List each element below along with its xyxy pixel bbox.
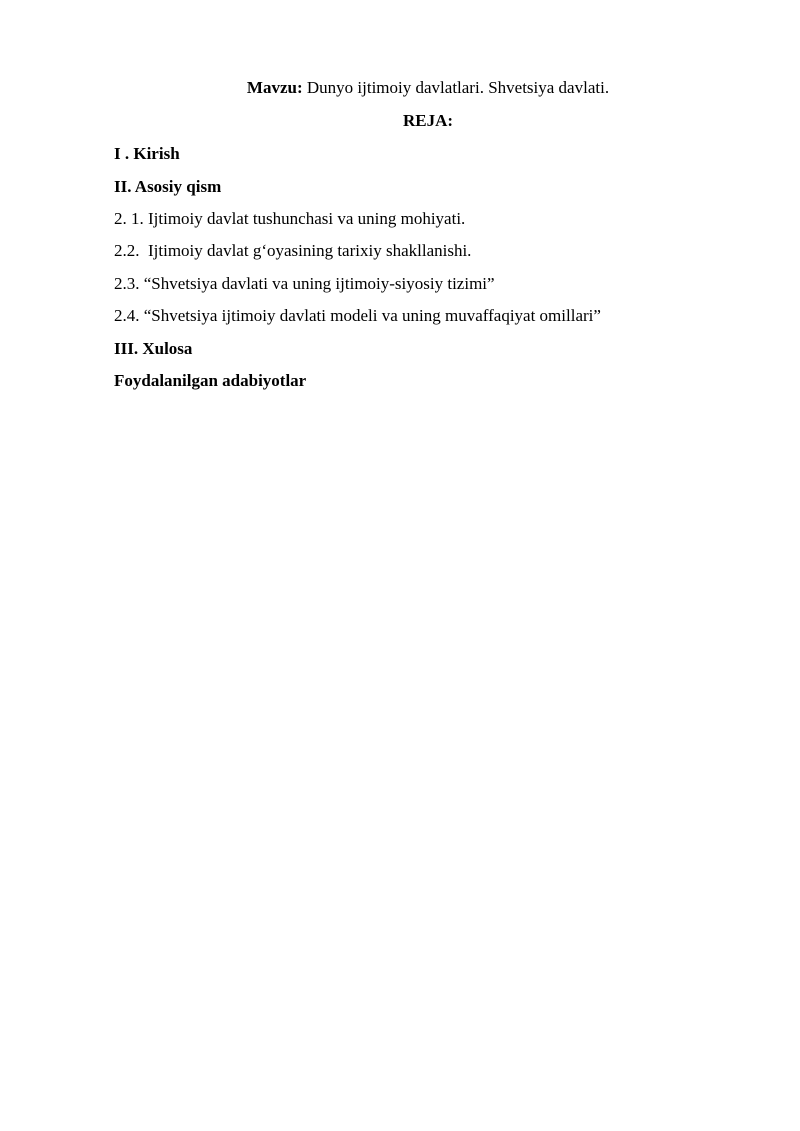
topic-title: [28, 78, 800, 98]
plan-item-2-4: 2.4. “Shvetsiya ijtimoiy davlati modeli va uning muvaffaqiyat omillari”: [114, 306, 601, 325]
plan-item-main-part: II. Asosiy qism: [114, 177, 222, 196]
plan-item-2-3: 2.3. “Shvetsiya davlati va uning ijtimoiy-siyosiy tizimi”: [114, 274, 495, 293]
topic-label: Mavzu:: [246, 78, 303, 97]
topic-text: Dunyo ijtimoiy davlatlari. Shvetsiya davlati.: [302, 78, 610, 97]
plan-item-2-1: 2. 1. Ijtimoiy davlat tushunchasi va uning mohiyati.: [114, 209, 466, 228]
plan-item-introduction: I . Kirish: [114, 144, 180, 163]
plan-item-2-2: 2.2. Ijtimoiy davlat g‘oyasining tarixiy shakllanishi.: [114, 241, 472, 260]
plan-item-conclusion: III. Xulosa: [114, 339, 193, 358]
plan-heading: REJA:: [402, 111, 454, 130]
plan-item-references: Foydalanilgan adabiyotlar: [114, 371, 307, 390]
